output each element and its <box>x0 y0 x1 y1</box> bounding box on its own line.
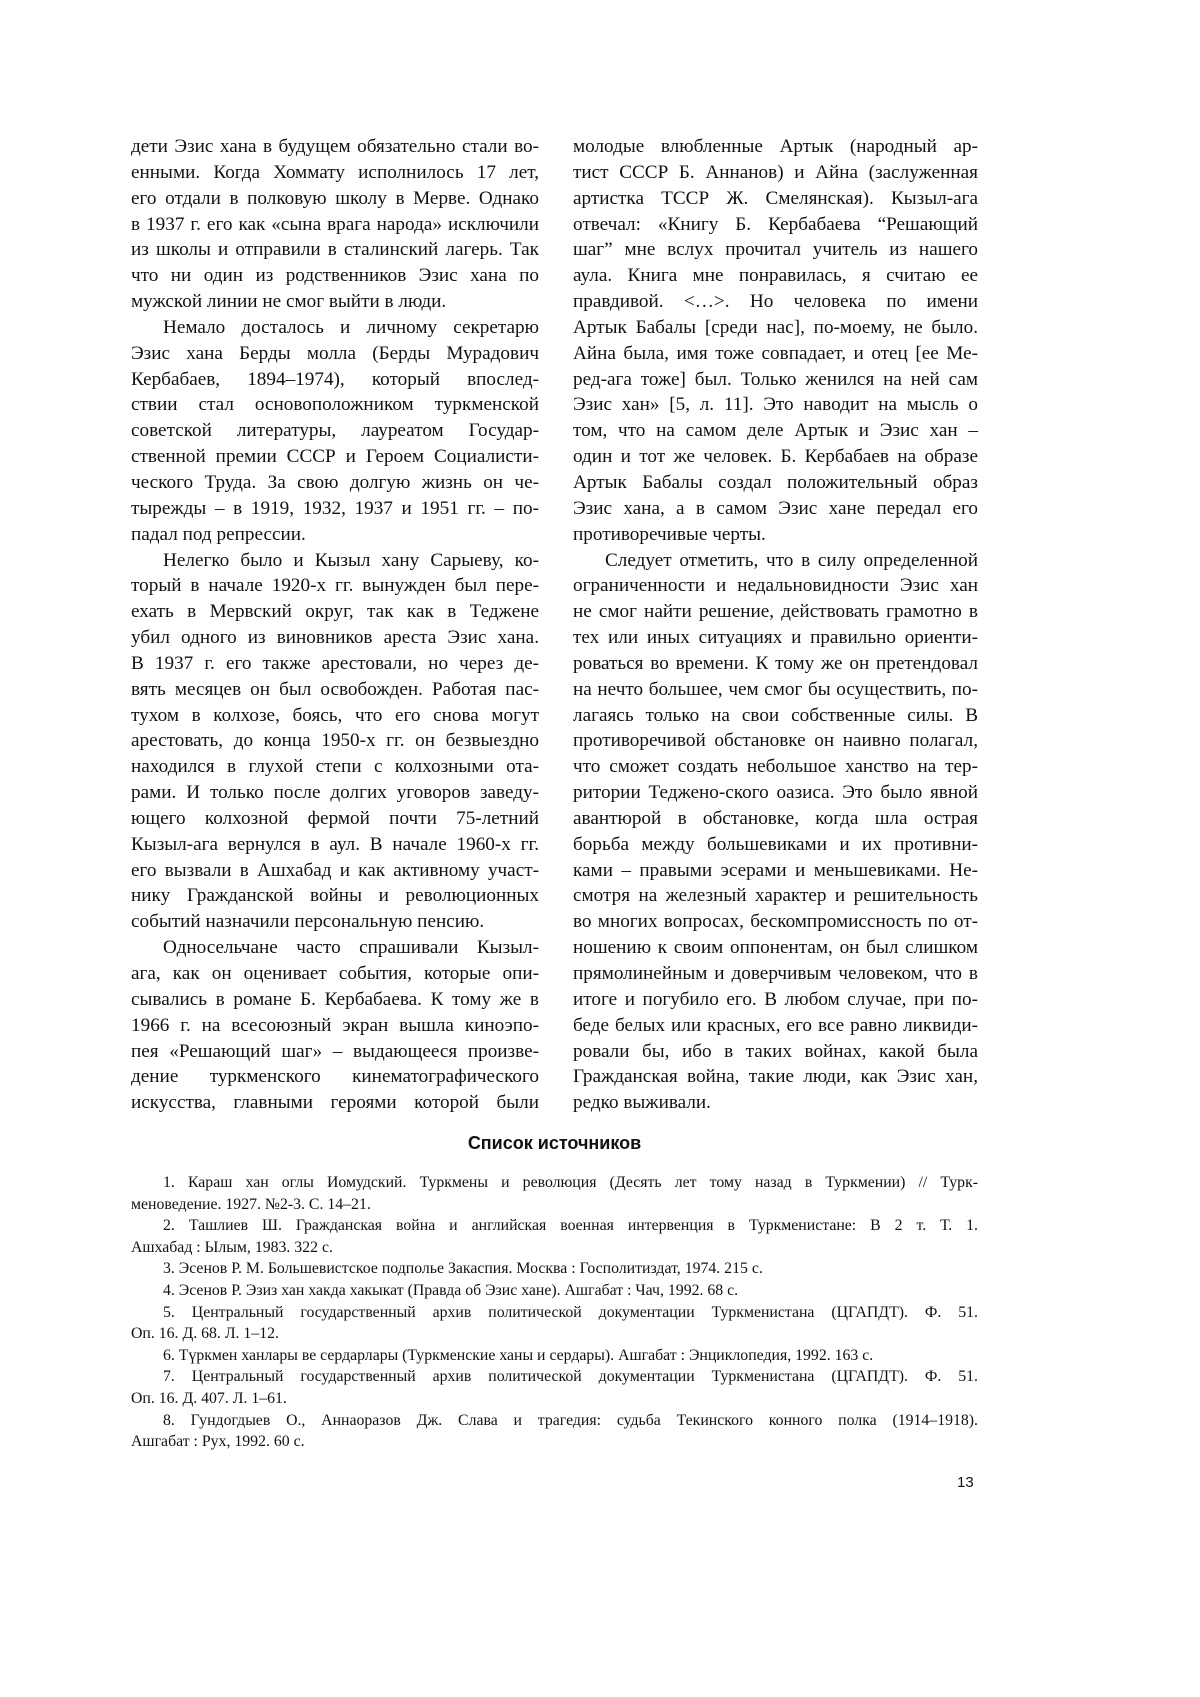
text-line: Эзис хан» [5, л. 11]. Это наводит на мысль о <box>573 392 978 418</box>
text-line: смотря на железный характер и решительность <box>573 883 978 909</box>
text-line: ага, как он оценивает события, которые опи- <box>131 961 539 987</box>
text-line: ношению к своим оппонентам, он был слишком <box>573 935 978 961</box>
reference-item <box>131 1366 978 1409</box>
reference-item <box>131 1172 978 1215</box>
text-line: из школы и отправили в сталинский лагерь. Так <box>131 237 539 263</box>
reference-line: Ашхабад : Ылым, 1983. 322 с. <box>131 1237 978 1259</box>
text-column-left <box>131 134 539 1116</box>
text-line: искусства, главными героями которой были <box>131 1090 539 1116</box>
text-line: ровали бы, ибо в таких войнах, какой была <box>573 1039 978 1065</box>
text-line: правдивой. <…>. Но человека по имени <box>573 289 978 315</box>
text-line: енными. Когда Хоммату исполнилось 17 лет, <box>131 160 539 186</box>
text-line: пея «Решающий шаг» – выдающееся произве- <box>131 1039 539 1065</box>
text-line: Эзис хана, а в самом Эзис хане передал его <box>573 496 978 522</box>
text-line: что ни один из родственников Эзис хана по <box>131 263 539 289</box>
text-line: ред-ага тоже] был. Только женился на ней сам <box>573 367 978 393</box>
text-line: на нечто большее, чем смог бы осуществить, по- <box>573 677 978 703</box>
text-line: шаг” мне вслух прочитал учитель из нашего <box>573 237 978 263</box>
text-line: ственной премии СССР и Героем Социалисти- <box>131 444 539 470</box>
text-line: молодые влюбленные Артык (народный ар- <box>573 134 978 160</box>
reference-item <box>131 1345 978 1367</box>
text-line: ограниченности и недальновидности Эзис хан <box>573 573 978 599</box>
text-line: дение туркменского кинематографического <box>131 1064 539 1090</box>
text-line: ритории Теджено-ского оазиса. Это было явной <box>573 780 978 806</box>
text-line: лагаясь только на свои собственные силы. В <box>573 703 978 729</box>
text-line: Айна была, имя тоже совпадает, и отец [ее Ме- <box>573 341 978 367</box>
paragraph <box>131 548 539 936</box>
text-line: 1966 г. на всесоюзный экран вышла киноэпо- <box>131 1013 539 1039</box>
text-line: Артык Бабалы создал положительный образ <box>573 470 978 496</box>
reference-line: 4. Эсенов Р. Эзиз хан хакда хакыкат (Правда об Эзис хане). Ашгабат : Чач, 1992. 68 с. <box>131 1280 978 1302</box>
text-line: В 1937 г. его также арестовали, но через де- <box>131 651 539 677</box>
text-line: торый в начале 1920-х гг. вынужден был пере- <box>131 573 539 599</box>
text-line: беде белых или красных, его все равно ликвиди- <box>573 1013 978 1039</box>
reference-line: 7. Центральный государственный архив политической документации Туркменистана (ЦГАПДТ). Ф. 51. <box>131 1366 978 1388</box>
text-line: артистка ТССР Ж. Смелянская). Кызыл-ага <box>573 186 978 212</box>
text-line: во многих вопросах, бескомпромиссность по от- <box>573 909 978 935</box>
text-line: его вызвали в Ашхабад и как активному участ- <box>131 858 539 884</box>
text-line: арестовать, до конца 1950-х гг. он безвыездно <box>131 728 539 754</box>
text-line: Кербабаев, 1894–1974), который впослед- <box>131 367 539 393</box>
text-line: вять месяцев он был освобожден. Работая пас- <box>131 677 539 703</box>
text-line: Немало досталось и личному секретарю <box>131 315 539 341</box>
reference-item <box>131 1258 978 1280</box>
text-line: Гражданская война, такие люди, как Эзис хан, <box>573 1064 978 1090</box>
text-line: тырежды – в 1919, 1932, 1937 и 1951 гг. – по- <box>131 496 539 522</box>
text-line: отвечал: «Книгу Б. Кербабаева “Решающий <box>573 212 978 238</box>
text-line: ствии стал основоположником туркменской <box>131 392 539 418</box>
text-line: Кызыл-ага вернулся в аул. В начале 1960-х гг. <box>131 832 539 858</box>
reference-line: 5. Центральный государственный архив политической документации Туркменистана (ЦГАПДТ). Ф. 51. <box>131 1302 978 1324</box>
paragraph <box>131 935 539 1116</box>
text-line: дети Эзис хана в будущем обязательно стали во- <box>131 134 539 160</box>
text-line: падал под репрессии. <box>131 522 539 548</box>
text-line: итоге и погубило его. В любом случае, при по- <box>573 987 978 1013</box>
text-line: Односельчане часто спрашивали Кызыл- <box>131 935 539 961</box>
text-line: событий назначили персональную пенсию. <box>131 909 539 935</box>
paragraph <box>573 134 978 548</box>
reference-line: 2. Ташлиев Ш. Гражданская война и английская военная интервенция в Туркменистане: В 2 т. Т. 1. <box>131 1215 978 1237</box>
text-line: один и тот же человек. Б. Кербабаев на образе <box>573 444 978 470</box>
reference-line: 6. Түркмен ханлары ве сердарлары (Туркменские ханы и сердары). Ашгабат : Энциклопедия, 1992. 163 с. <box>131 1345 978 1367</box>
text-line: что сможет создать небольшое ханство на тер- <box>573 754 978 780</box>
text-line: убил одного из виновников ареста Эзис хана. <box>131 625 539 651</box>
reference-item <box>131 1302 978 1345</box>
text-line: Эзис хана Берды молла (Берды Мурадович <box>131 341 539 367</box>
text-line: том, что на самом деле Артык и Эзис хан – <box>573 418 978 444</box>
reference-line: Оп. 16. Д. 407. Л. 1–61. <box>131 1388 978 1410</box>
text-line: тех или иных ситуациях и правильно ориенти- <box>573 625 978 651</box>
text-line: рами. И только после долгих уговоров заведу- <box>131 780 539 806</box>
text-line: ческого Труда. За свою долгую жизнь он че- <box>131 470 539 496</box>
text-line: ющего колхозной фермой почти 75-летний <box>131 806 539 832</box>
text-line: авантюрой в обстановке, когда шла острая <box>573 806 978 832</box>
text-line: его отдали в полковую школу в Мерве. Однако <box>131 186 539 212</box>
text-line: тухом в колхозе, боясь, что его снова могут <box>131 703 539 729</box>
text-line: не смог найти решение, действовать грамотно в <box>573 599 978 625</box>
text-line: борьба между большевиками и их противни- <box>573 832 978 858</box>
text-line: находился в глухой степи с колхозными ота- <box>131 754 539 780</box>
reference-item <box>131 1410 978 1453</box>
references-list <box>131 1172 978 1453</box>
text-line: ками – правыми эсерами и меньшевиками. Не- <box>573 858 978 884</box>
text-line: мужской линии не смог выйти в люди. <box>131 289 539 315</box>
text-line: противоречивые черты. <box>573 522 978 548</box>
text-line: роваться во времени. К тому же он претендовал <box>573 651 978 677</box>
text-line: прямолинейным и доверчивым человеком, что в <box>573 961 978 987</box>
text-line: тист СССР Б. Аннанов) и Айна (заслуженная <box>573 160 978 186</box>
paragraph <box>131 134 539 315</box>
reference-line: меноведение. 1927. №2-3. С. 14–21. <box>131 1194 978 1216</box>
text-line: редко выживали. <box>573 1090 978 1116</box>
text-line: аула. Книга мне понравилась, я считаю ее <box>573 263 978 289</box>
text-line: ехать в Мервский округ, так как в Теджене <box>131 599 539 625</box>
paragraph <box>131 315 539 548</box>
reference-line: 3. Эсенов Р. М. Большевистское подполье Закаспия. Москва : Госполитиздат, 1974. 215 с. <box>131 1258 978 1280</box>
page-number: 13 <box>957 1474 974 1491</box>
text-line: нику Гражданской войны и революционных <box>131 883 539 909</box>
reference-line: Оп. 16. Д. 68. Л. 1–12. <box>131 1323 978 1345</box>
reference-line: Ашгабат : Рух, 1992. 60 с. <box>131 1431 978 1453</box>
text-line: Артык Бабалы [среди нас], по-моему, не было. <box>573 315 978 341</box>
paragraph <box>573 548 978 1117</box>
text-line: Нелегко было и Кызыл хану Сарыеву, ко- <box>131 548 539 574</box>
reference-line: 1. Караш хан оглы Иомудский. Туркмены и революция (Десять лет тому назад в Туркмении) // Турк- <box>131 1172 978 1194</box>
text-line: противоречивой обстановке он наивно полагал, <box>573 728 978 754</box>
reference-item <box>131 1280 978 1302</box>
text-column-right <box>573 134 978 1116</box>
reference-item <box>131 1215 978 1258</box>
references-heading: Список источников <box>0 1133 1109 1154</box>
text-line: в 1937 г. его как «сына врага народа» исключили <box>131 212 539 238</box>
reference-line: 8. Гундогдыев О., Аннаоразов Дж. Слава и трагедия: судьба Текинского конного полка (1914–1918). <box>131 1410 978 1432</box>
text-line: сывались в романе Б. Кербабаева. К тому же в <box>131 987 539 1013</box>
text-line: Следует отметить, что в силу определенной <box>573 548 978 574</box>
text-line: советской литературы, лауреатом Государ- <box>131 418 539 444</box>
